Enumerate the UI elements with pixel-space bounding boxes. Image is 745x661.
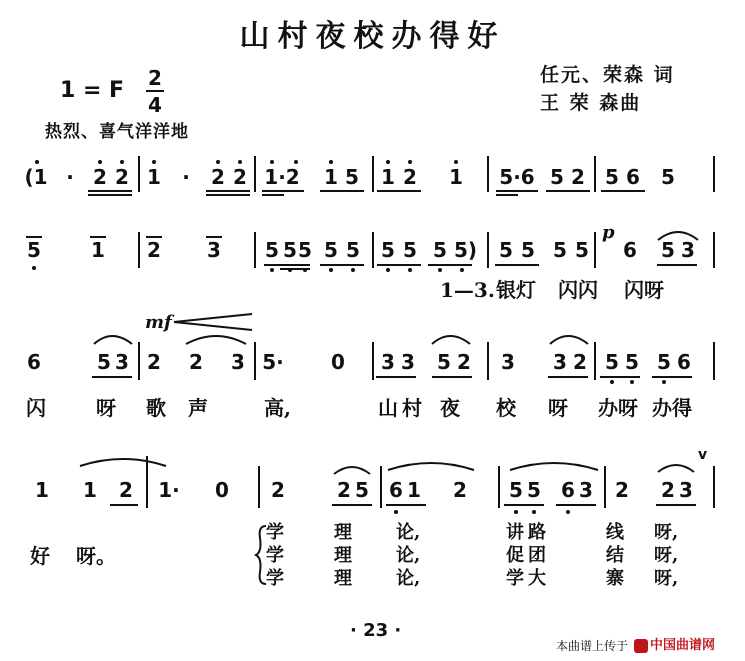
- time-fraction-line: [146, 90, 164, 92]
- note: 5: [355, 478, 369, 502]
- underline: [504, 504, 544, 506]
- octave-dot: [460, 268, 464, 272]
- note: 2: [337, 478, 351, 502]
- underline: [656, 504, 696, 506]
- octave-dot: [270, 160, 274, 164]
- verse-2-lyric: 呀,: [654, 545, 679, 566]
- slur: [430, 332, 472, 346]
- lyric: 夜: [440, 396, 460, 420]
- note: 1: [147, 165, 161, 189]
- octave-dot: [329, 160, 333, 164]
- note: 2: [93, 165, 107, 189]
- note: 5: [657, 350, 671, 374]
- barline: [713, 232, 715, 268]
- barline: [254, 232, 256, 268]
- note: 2: [403, 165, 417, 189]
- note: 0: [215, 478, 229, 502]
- verse-2-lyric: 促团: [506, 545, 550, 566]
- note: 2: [571, 165, 585, 189]
- verse-3-lyric: 论,: [396, 568, 421, 589]
- underline: [386, 504, 426, 506]
- verse-3-lyric: 寨: [606, 568, 624, 589]
- underline: [432, 376, 472, 378]
- barline: [713, 342, 715, 380]
- slur: [656, 228, 700, 242]
- note: 1: [381, 165, 395, 189]
- note: 2: [457, 350, 471, 374]
- octave-dot: [662, 380, 666, 384]
- note: 5: [605, 165, 619, 189]
- lyric: 呀: [96, 396, 116, 420]
- note: 3: [401, 350, 415, 374]
- score-title: 山村夜校办得好: [239, 19, 506, 54]
- barline: [713, 156, 715, 192]
- verse-3-lyric: 学大: [506, 568, 550, 589]
- note: 3: [381, 350, 395, 374]
- note: 3: [579, 478, 593, 502]
- barline: [594, 232, 596, 268]
- note: 2: [189, 350, 203, 374]
- slur: [332, 462, 372, 476]
- verse-2-lyric: 论,: [396, 545, 421, 566]
- staff-line-2: [0, 222, 745, 302]
- note: 2: [573, 350, 587, 374]
- note: 5: [283, 238, 297, 262]
- note: 5): [454, 238, 478, 262]
- staff-line-1: [0, 150, 745, 210]
- verse-3-lyric: 学: [266, 568, 284, 589]
- verse-1-lyric: 讲路: [506, 522, 550, 543]
- octave-dot: [238, 160, 242, 164]
- note: 5: [499, 238, 513, 262]
- barline: [372, 342, 374, 380]
- note: 3: [501, 350, 515, 374]
- note: 1: [35, 478, 49, 502]
- site-brand[interactable]: 中国曲谱网: [650, 638, 716, 653]
- note: 5: [265, 238, 279, 262]
- underline: [92, 376, 132, 378]
- octave-dot: [566, 510, 570, 514]
- note: ·: [66, 165, 74, 189]
- verse-marker: 1—3.: [440, 278, 495, 302]
- underline: [110, 504, 138, 506]
- note: 2: [615, 478, 629, 502]
- octave-dot: [532, 510, 536, 514]
- site-logo-icon: [634, 639, 648, 653]
- note: ·: [182, 165, 190, 189]
- octave-dot: [270, 268, 274, 272]
- underline: [496, 194, 518, 196]
- underline: [428, 264, 472, 266]
- note: 2: [211, 165, 225, 189]
- dynamic-mf: mf: [145, 312, 172, 333]
- underline: [601, 190, 645, 192]
- staff-line-4: [0, 447, 745, 526]
- octave-dot: [120, 160, 124, 164]
- note: 6: [626, 165, 640, 189]
- overline: [90, 236, 106, 238]
- verse-1-lyric: 理: [334, 522, 352, 543]
- note: 2: [661, 478, 675, 502]
- underline: [262, 194, 284, 196]
- tempo-marking: 热烈、喜气洋洋地: [45, 122, 189, 142]
- barline: [372, 156, 374, 192]
- verse-1-lyric: 呀,: [654, 522, 679, 543]
- note: 1: [407, 478, 421, 502]
- upload-note: 本曲谱上传于: [556, 639, 629, 653]
- composer-credit: 王 荣 森曲: [540, 92, 642, 114]
- slur: [386, 458, 476, 472]
- lyric: 办呀: [598, 396, 638, 420]
- barline: [138, 342, 140, 380]
- note: 5: [27, 238, 41, 262]
- octave-dot: [408, 268, 412, 272]
- note: 6: [389, 478, 403, 502]
- time-numerator: 2: [148, 66, 162, 90]
- note: 5: [345, 165, 359, 189]
- note: 5: [381, 238, 395, 262]
- note: 5: [527, 478, 541, 502]
- underline: [600, 376, 640, 378]
- note: 6: [561, 478, 575, 502]
- underline: [548, 376, 588, 378]
- barline: [487, 342, 489, 380]
- lyric: 呀。: [76, 544, 116, 568]
- lyric: 办得: [652, 396, 692, 420]
- underline: [88, 190, 132, 192]
- note: 3: [115, 350, 129, 374]
- note: 5·: [262, 350, 284, 374]
- note: 2: [453, 478, 467, 502]
- lyric: 好: [30, 544, 50, 568]
- lyric: 闪: [26, 396, 46, 420]
- octave-dot: [351, 268, 355, 272]
- barline: [372, 232, 374, 268]
- verse-2-lyric: 结: [606, 545, 624, 566]
- note: 5: [553, 238, 567, 262]
- note: 5: [521, 238, 535, 262]
- key-signature: 1 = F: [60, 78, 125, 103]
- lyric: 声: [188, 396, 208, 420]
- note: 5: [403, 238, 417, 262]
- note: 1·2: [264, 165, 300, 189]
- barline: [380, 466, 382, 508]
- lyric: 高,: [264, 396, 291, 420]
- note: 3: [231, 350, 245, 374]
- octave-dot: [32, 266, 36, 270]
- barline: [487, 156, 489, 192]
- octave-dot: [454, 160, 458, 164]
- note: (1: [24, 165, 48, 189]
- slur: [184, 332, 248, 346]
- note: 5: [661, 238, 675, 262]
- lyric: 歌: [146, 396, 166, 420]
- page-number: · 23 ·: [350, 620, 402, 641]
- note: 5: [97, 350, 111, 374]
- underline: [206, 190, 250, 192]
- note: 2: [147, 238, 161, 262]
- barline: [254, 156, 256, 192]
- note: 5: [625, 350, 639, 374]
- breath-mark: v: [698, 447, 708, 463]
- note: 5: [437, 350, 451, 374]
- note: 5: [509, 478, 523, 502]
- lyric: 银灯: [496, 278, 536, 302]
- octave-dot: [294, 160, 298, 164]
- slur: [508, 458, 600, 472]
- octave-dot: [216, 160, 220, 164]
- barline: [138, 156, 140, 192]
- verse-3-lyric: 理: [334, 568, 352, 589]
- note: 5: [550, 165, 564, 189]
- note: 1: [449, 165, 463, 189]
- lyricist-credit: 任元、荣森 词: [540, 64, 675, 86]
- octave-dot: [408, 160, 412, 164]
- verse-1-lyric: 论,: [396, 522, 421, 543]
- lyric: 闪呀: [624, 278, 664, 302]
- barline: [594, 156, 596, 192]
- slur: [78, 454, 168, 468]
- note: 5: [298, 238, 312, 262]
- overline: [206, 236, 222, 238]
- note: 1: [83, 478, 97, 502]
- note: 2: [147, 350, 161, 374]
- note: 2: [271, 478, 285, 502]
- barline: [254, 342, 256, 380]
- note: 5: [575, 238, 589, 262]
- time-denominator: 4: [148, 93, 162, 117]
- note: 3: [553, 350, 567, 374]
- note: 5: [433, 238, 447, 262]
- underline: [376, 376, 416, 378]
- underline: [556, 504, 596, 506]
- barline: [487, 232, 489, 268]
- verse-3-lyric: 呀,: [654, 568, 679, 589]
- overline: [146, 236, 162, 238]
- barline: [138, 232, 140, 268]
- barline: [713, 466, 715, 508]
- underline: [262, 190, 304, 192]
- underline: [496, 190, 538, 192]
- octave-dot: [610, 380, 614, 384]
- underline: [332, 504, 372, 506]
- octave-dot: [98, 160, 102, 164]
- lyric: 呀: [548, 396, 568, 420]
- verse-1-lyric: 线: [606, 522, 624, 543]
- slur: [656, 460, 696, 474]
- note: 6: [623, 238, 637, 262]
- note: 0: [331, 350, 345, 374]
- verse-1-lyric: 学: [266, 522, 284, 543]
- octave-dot: [630, 380, 634, 384]
- note: 1·: [158, 478, 180, 502]
- octave-dot: [386, 268, 390, 272]
- note: 1: [91, 238, 105, 262]
- note: 2: [115, 165, 129, 189]
- octave-dot: [35, 160, 39, 164]
- slur: [548, 332, 590, 346]
- barline: [498, 466, 500, 508]
- overline: [26, 236, 42, 238]
- note: 5: [661, 165, 675, 189]
- underline: [495, 264, 539, 266]
- underline: [88, 194, 132, 196]
- octave-dot: [386, 160, 390, 164]
- underline: [652, 376, 692, 378]
- underline: [280, 268, 310, 270]
- underline: [377, 190, 421, 192]
- octave-dot: [152, 160, 156, 164]
- note: 3: [207, 238, 221, 262]
- octave-dot: [438, 268, 442, 272]
- lyric: 山村: [378, 396, 426, 420]
- underline: [320, 190, 364, 192]
- underline: [206, 194, 250, 196]
- octave-dot: [394, 510, 398, 514]
- slur: [92, 332, 134, 346]
- underline: [320, 264, 364, 266]
- octave-dot: [514, 510, 518, 514]
- barline: [604, 466, 606, 508]
- underline: [546, 190, 590, 192]
- underline: [264, 264, 310, 266]
- note: 1: [324, 165, 338, 189]
- note: 5: [324, 238, 338, 262]
- note: 3: [681, 238, 695, 262]
- lyric: 闪闪: [558, 278, 598, 302]
- crescendo-hairpin: [172, 312, 254, 332]
- verse-2-lyric: 理: [334, 545, 352, 566]
- dynamic-p: p: [602, 222, 615, 243]
- verse-2-lyric: 学: [266, 545, 284, 566]
- note: 6: [677, 350, 691, 374]
- octave-dot: [329, 268, 333, 272]
- note: 5: [605, 350, 619, 374]
- barline: [594, 342, 596, 380]
- underline: [377, 264, 421, 266]
- note: 2: [233, 165, 247, 189]
- note: 5·6: [499, 165, 535, 189]
- staff-line-3: [0, 340, 745, 420]
- note: 6: [27, 350, 41, 374]
- lyric: 校: [496, 396, 516, 420]
- underline: [657, 264, 697, 266]
- barline: [258, 466, 260, 508]
- note: 5: [346, 238, 360, 262]
- note: 2: [119, 478, 133, 502]
- note: 3: [679, 478, 693, 502]
